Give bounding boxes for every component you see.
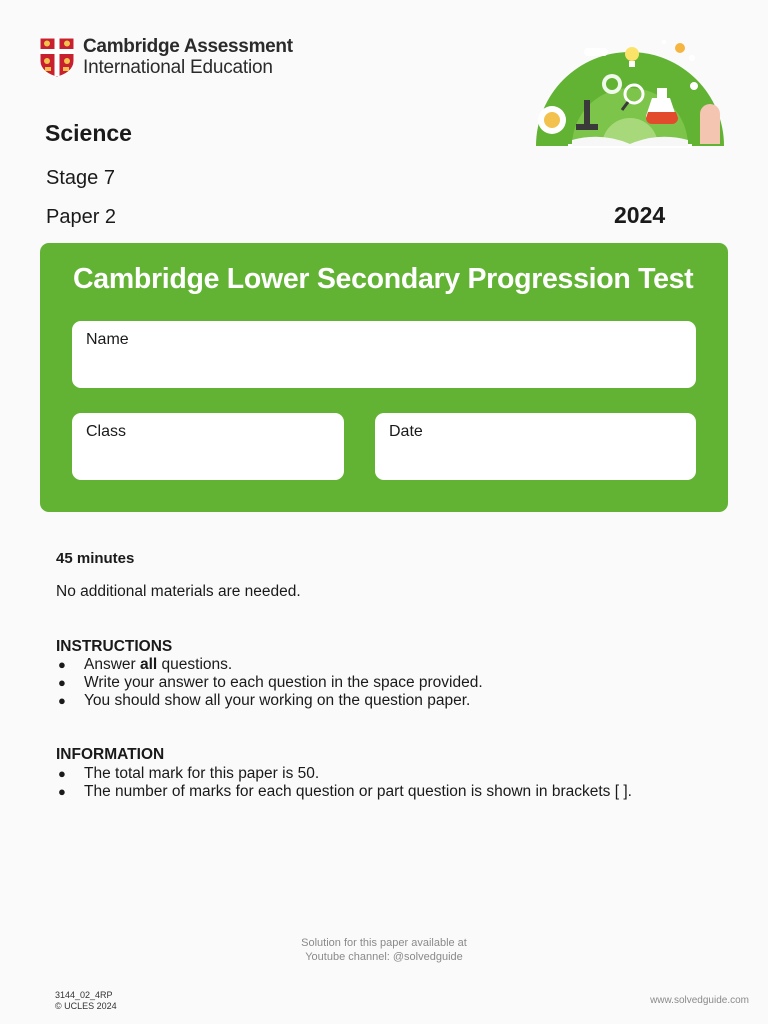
bullet-icon: ● [58,657,66,672]
org-name-line1: Cambridge Assessment [83,36,293,57]
list-item-text: Write your answer to each question in the space provided. [84,674,483,691]
list-item-text: Answer [84,656,140,673]
list-item-text: You should show all your working on the question paper. [84,692,471,709]
information-list [56,765,632,801]
list-item [56,765,632,783]
class-field[interactable] [72,413,344,480]
information-heading: INFORMATION [56,746,165,763]
website-link[interactable]: www.solvedguide.com [650,995,749,1006]
name-field[interactable] [72,321,696,388]
name-field-label: Name [86,331,129,348]
bullet-icon: ● [58,675,66,690]
instructions-list [56,656,483,710]
solution-note [0,936,768,964]
list-item-text: The number of marks for each question or part question is shown in brackets [ ]. [84,783,632,800]
bullet-icon: ● [58,784,66,799]
date-field[interactable] [375,413,696,480]
cambridge-logo [39,36,293,78]
year-label: 2024 [614,202,666,228]
list-item-text: The total mark for this paper is 50. [84,765,320,782]
class-field-label: Class [86,423,127,440]
solution-line2: Youtube channel: @solvedguide [305,951,463,963]
paper-code-line1: 3144_02_4RP [55,990,113,1000]
materials-note: No additional materials are needed. [56,583,301,600]
org-name-line2: International Education [83,57,273,78]
list-item [56,674,483,692]
exam-duration: 45 minutes [56,550,135,567]
bullet-icon: ● [58,693,66,708]
instructions-heading: INSTRUCTIONS [56,638,173,655]
stage-label: Stage 7 [46,167,115,189]
paper-code-line2: © UCLES 2024 [55,1001,117,1011]
date-field-label: Date [389,423,423,440]
list-item [56,783,632,801]
paper-code [55,990,117,1012]
list-item-emphasis: all [140,656,158,673]
cambridge-shield-icon [39,37,75,78]
list-item [56,656,483,674]
solution-line1: Solution for this paper available at [301,937,467,949]
paper-label: Paper 2 [46,206,117,228]
science-illustration [532,28,728,148]
list-item [56,692,483,710]
subject-title: Science [45,120,132,146]
candidate-details-panel [40,243,728,512]
test-title: Cambridge Lower Secondary Progression Test [73,263,694,295]
list-item-text: questions. [157,656,233,673]
bullet-icon: ● [58,766,66,781]
